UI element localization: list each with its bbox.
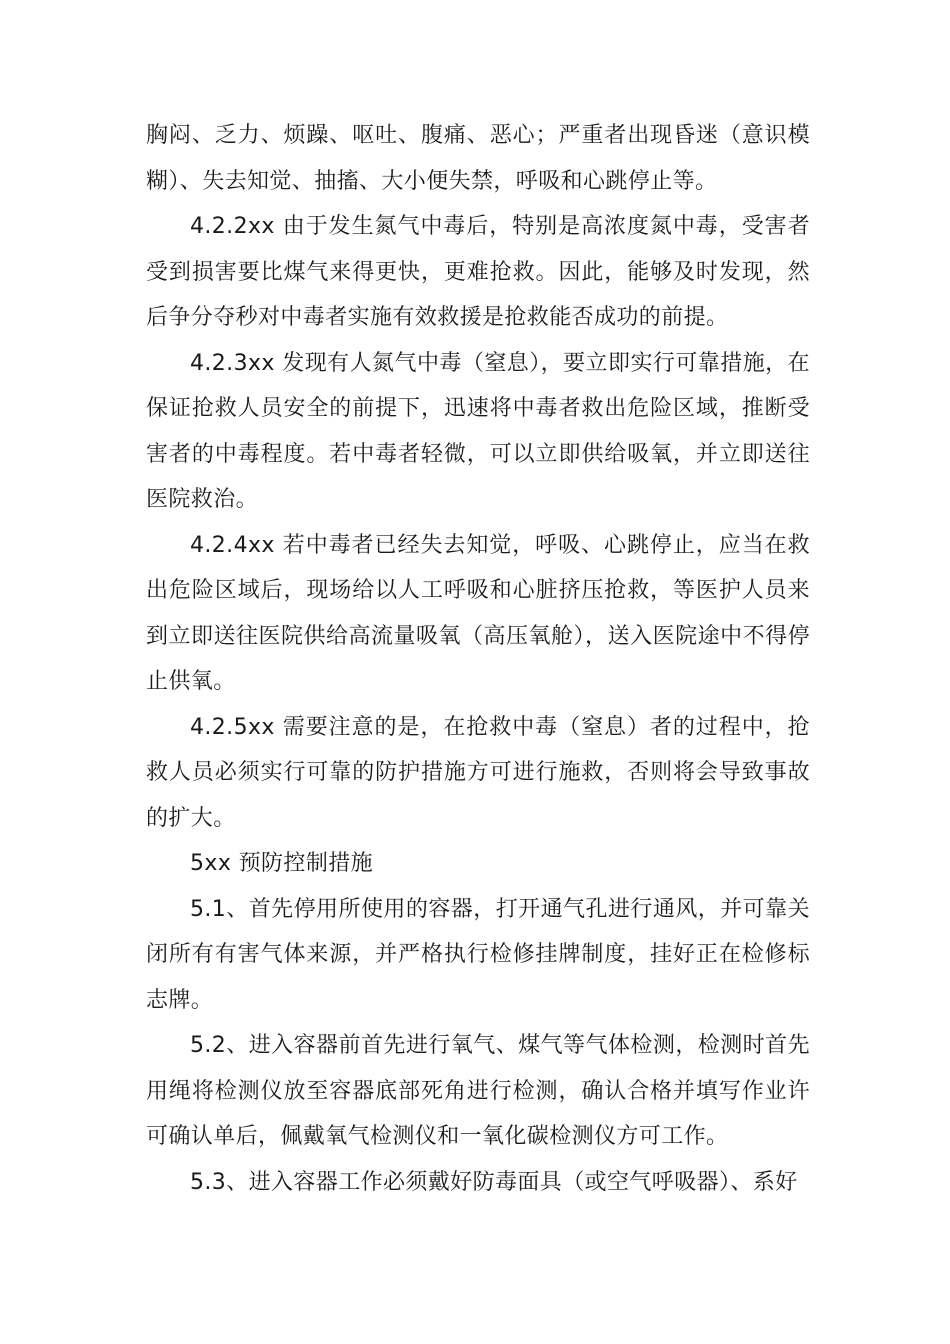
section-heading-5: 5xx 预防控制措施: [190, 851, 374, 876]
paragraph-4-2-3: 4.2.3xx 发现有人氮气中毒（窒息），要立即实行可靠措施，在保证抢救人员安全的前提下，迅速将中毒者救出危险区域，推断受害者的中毒程度。若中毒者轻微，可以立即供给吸氧，并立即送往医院救治。: [146, 350, 810, 512]
paragraph-4-2-5: 4.2.5xx 需要注意的是，在抢救中毒（窒息）者的过程中，抢救人员必须实行可靠的防护措施方可进行施救，否则将会导致事故的扩大。: [146, 714, 810, 831]
paragraph-continuation: 胸闷、乏力、烦躁、呕吐、腹痛、恶心；严重者出现昏迷（意识模糊）、失去知觉、抽搐、大小便失禁，呼吸和心跳停止等。: [146, 123, 810, 194]
paragraph-5-1: 5.1、首先停用所使用的容器，打开通气孔进行通风，并可靠关闭所有有害气体来源，并严格执行检修挂牌制度，挂好正在检修标志牌。: [146, 896, 810, 1013]
paragraph-5-2: 5.2、进入容器前首先进行氧气、煤气等气体检测，检测时首先用绳将检测仪放至容器底部死角进行检测，确认合格并填写作业许可确认单后，佩戴氧气检测仪和一氧化碳检测仪方可工作。: [146, 1033, 810, 1149]
paragraph-5-3: 5.3、进入容器工作必须戴好防毒面具（或空气呼吸器）、系好: [190, 1169, 798, 1195]
paragraph-4-2-4: 4.2.4xx 若中毒者已经失去知觉，呼吸、心跳停止，应当在救出危险区域后，现场给以人工呼吸和心脏挤压抢救，等医护人员来到立即送往医院供给高流量吸氧（高压氧舱），送入医院途中不得停止供氧。: [146, 532, 810, 694]
document-page: [146, 113, 810, 1205]
paragraph-4-2-2: 4.2.2xx 由于发生氮气中毒后，特别是高浓度氮中毒，受害者受到损害要比煤气来得更快，更难抢救。因此，能够及时发现，然后争分夺秒对中毒者实施有效救援是抢救能否成功的前提。: [146, 214, 810, 330]
